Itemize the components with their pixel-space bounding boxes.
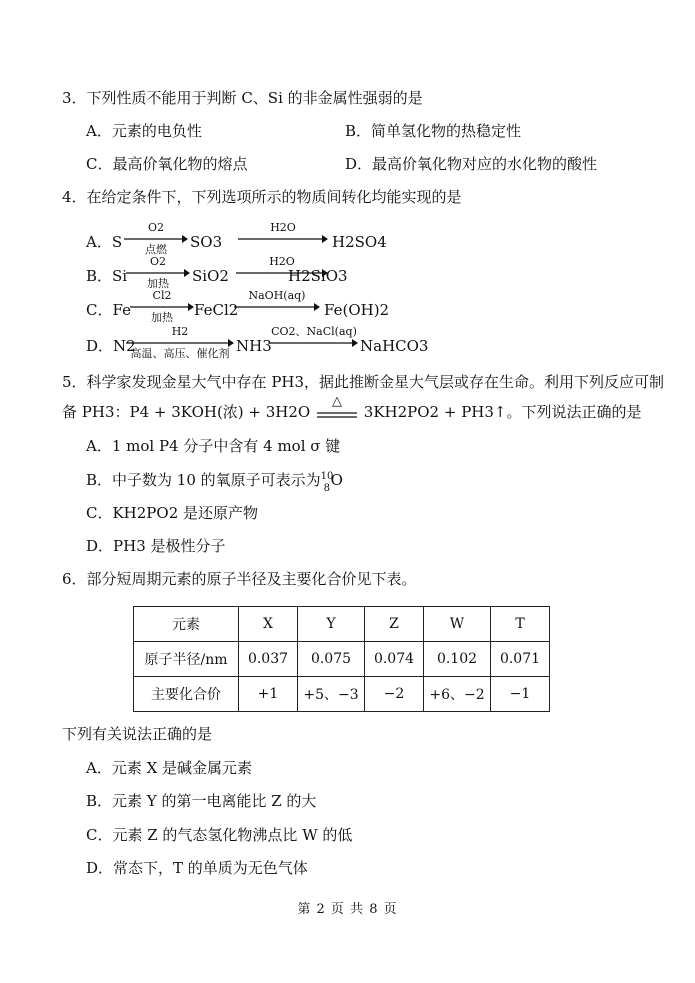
table-header-cell: T	[491, 607, 550, 642]
element-table	[133, 606, 550, 712]
chain-start: B．Si	[86, 267, 128, 285]
question-5-option-c: C．KH2PO2 是还原产物	[86, 504, 259, 522]
table-row	[134, 677, 550, 712]
equation-left: 备 PH3：P4 + 3KOH(浓) + 3H2O	[62, 403, 311, 421]
table-header-row	[134, 607, 550, 642]
question-5-option-a: A．1 mol P4 分子中含有 4 mol σ 键	[86, 437, 341, 455]
table-row	[134, 642, 550, 677]
chain-start: C．Fe	[86, 301, 131, 319]
heating-equals-sign	[315, 394, 359, 423]
chain-intermediate: SO3	[190, 233, 223, 251]
arrow-condition: 加热	[151, 311, 173, 324]
table-cell: 主要化合价	[134, 677, 239, 712]
arrow-condition: 加热	[147, 277, 169, 290]
table-cell: 0.037	[239, 642, 298, 677]
arrow-reagent: H2	[171, 325, 189, 338]
reaction-arrow	[270, 326, 358, 362]
element-symbol: O	[330, 471, 343, 489]
question-4-stem: 4．在给定条件下，下列选项所示的物质间转化均能实现的是	[62, 188, 462, 206]
question-3-option-a: A．元素的电负性	[86, 122, 202, 140]
arrow-reagent: CO2、NaCl(aq)	[271, 325, 357, 338]
chain-product: H2SO4	[332, 233, 387, 251]
question-3-stem: 3．下列性质不能用于判断 C、Si 的非金属性强弱的是	[62, 89, 423, 107]
chain-start: A．S	[86, 233, 123, 251]
reaction-arrow	[238, 222, 328, 258]
chain-product: H2SiO3	[288, 267, 348, 285]
question-6-option-a: A．元素 X 是碱金属元素	[86, 759, 253, 777]
reaction-arrow	[126, 326, 234, 362]
table-cell: +6、−2	[424, 677, 491, 712]
table-cell: +1	[239, 677, 298, 712]
equation-right: 3KH2PO2 + PH3↑。下列说法正确的是	[363, 403, 642, 421]
table-cell: −2	[365, 677, 424, 712]
table-header-cell: Z	[365, 607, 424, 642]
question-5-equation	[62, 394, 642, 423]
reaction-arrow	[124, 222, 188, 258]
reaction-arrow	[126, 256, 190, 292]
table-header-cell: X	[239, 607, 298, 642]
chain-intermediate: FeCl2	[194, 301, 239, 319]
table-cell: 0.102	[424, 642, 491, 677]
question-5-stem: 5．科学家发现金星大气中存在 PH3，据此推断金星大气层或存在生命。利用下列反应可制	[62, 373, 665, 391]
question-5-option-d: D．PH3 是极性分子	[86, 537, 226, 555]
table-cell: 0.075	[298, 642, 365, 677]
arrow-reagent: Cl2	[152, 289, 172, 302]
question-3-option-b: B．简单氢化物的热稳定性	[345, 122, 522, 140]
question-6-subprompt: 下列有关说法正确的是	[62, 725, 213, 743]
question-6-option-b: B．元素 Y 的第一电离能比 Z 的大	[86, 792, 317, 810]
arrow-reagent: O2	[149, 255, 167, 268]
table-cell: −1	[491, 677, 550, 712]
table-cell: 原子半径/nm	[134, 642, 239, 677]
arrow-condition: 点燃	[145, 243, 167, 256]
question-5-option-b	[86, 470, 343, 494]
chain-intermediate: NH3	[236, 337, 272, 355]
arrow-condition: 高温、高压、催化剂	[130, 347, 230, 360]
chain-product: NaHCO3	[360, 337, 429, 355]
table-header-cell: Y	[298, 607, 365, 642]
table-cell: 0.074	[365, 642, 424, 677]
heating-triangle-icon: △	[332, 394, 343, 409]
question-6-option-c: C．元素 Z 的气态氢化物沸点比 W 的低	[86, 826, 353, 844]
question-3-option-d: D．最高价氧化物对应的水化物的酸性	[345, 155, 598, 173]
arrow-reagent: H2O	[269, 255, 295, 268]
chain-start: D．N2	[86, 337, 136, 355]
reaction-arrow	[234, 290, 320, 326]
mass-number: 10	[320, 471, 334, 482]
arrow-reagent: O2	[147, 221, 165, 234]
arrow-reagent: H2O	[270, 221, 296, 234]
reaction-arrow	[130, 290, 194, 326]
option-b-text: B．中子数为 10 的氧原子可表示为	[86, 471, 321, 489]
page-number: 第 2 页 共 8 页	[297, 902, 398, 917]
table-cell: +5、−3	[298, 677, 365, 712]
question-6-option-d: D．常态下，T 的单质为无色气体	[86, 859, 308, 877]
table-cell: 0.071	[491, 642, 550, 677]
nuclide-notation	[320, 470, 334, 494]
table-header-cell: W	[424, 607, 491, 642]
chain-product: Fe(OH)2	[324, 301, 390, 319]
arrow-reagent: NaOH(aq)	[248, 289, 306, 302]
table-header-cell: 元素	[134, 607, 239, 642]
question-6-stem: 6．部分短周期元素的原子半径及主要化合价见下表。	[62, 570, 417, 588]
chain-intermediate: SiO2	[192, 267, 229, 285]
atomic-number: 8	[323, 483, 331, 494]
question-3-option-c: C．最高价氧化物的熔点	[86, 155, 248, 173]
